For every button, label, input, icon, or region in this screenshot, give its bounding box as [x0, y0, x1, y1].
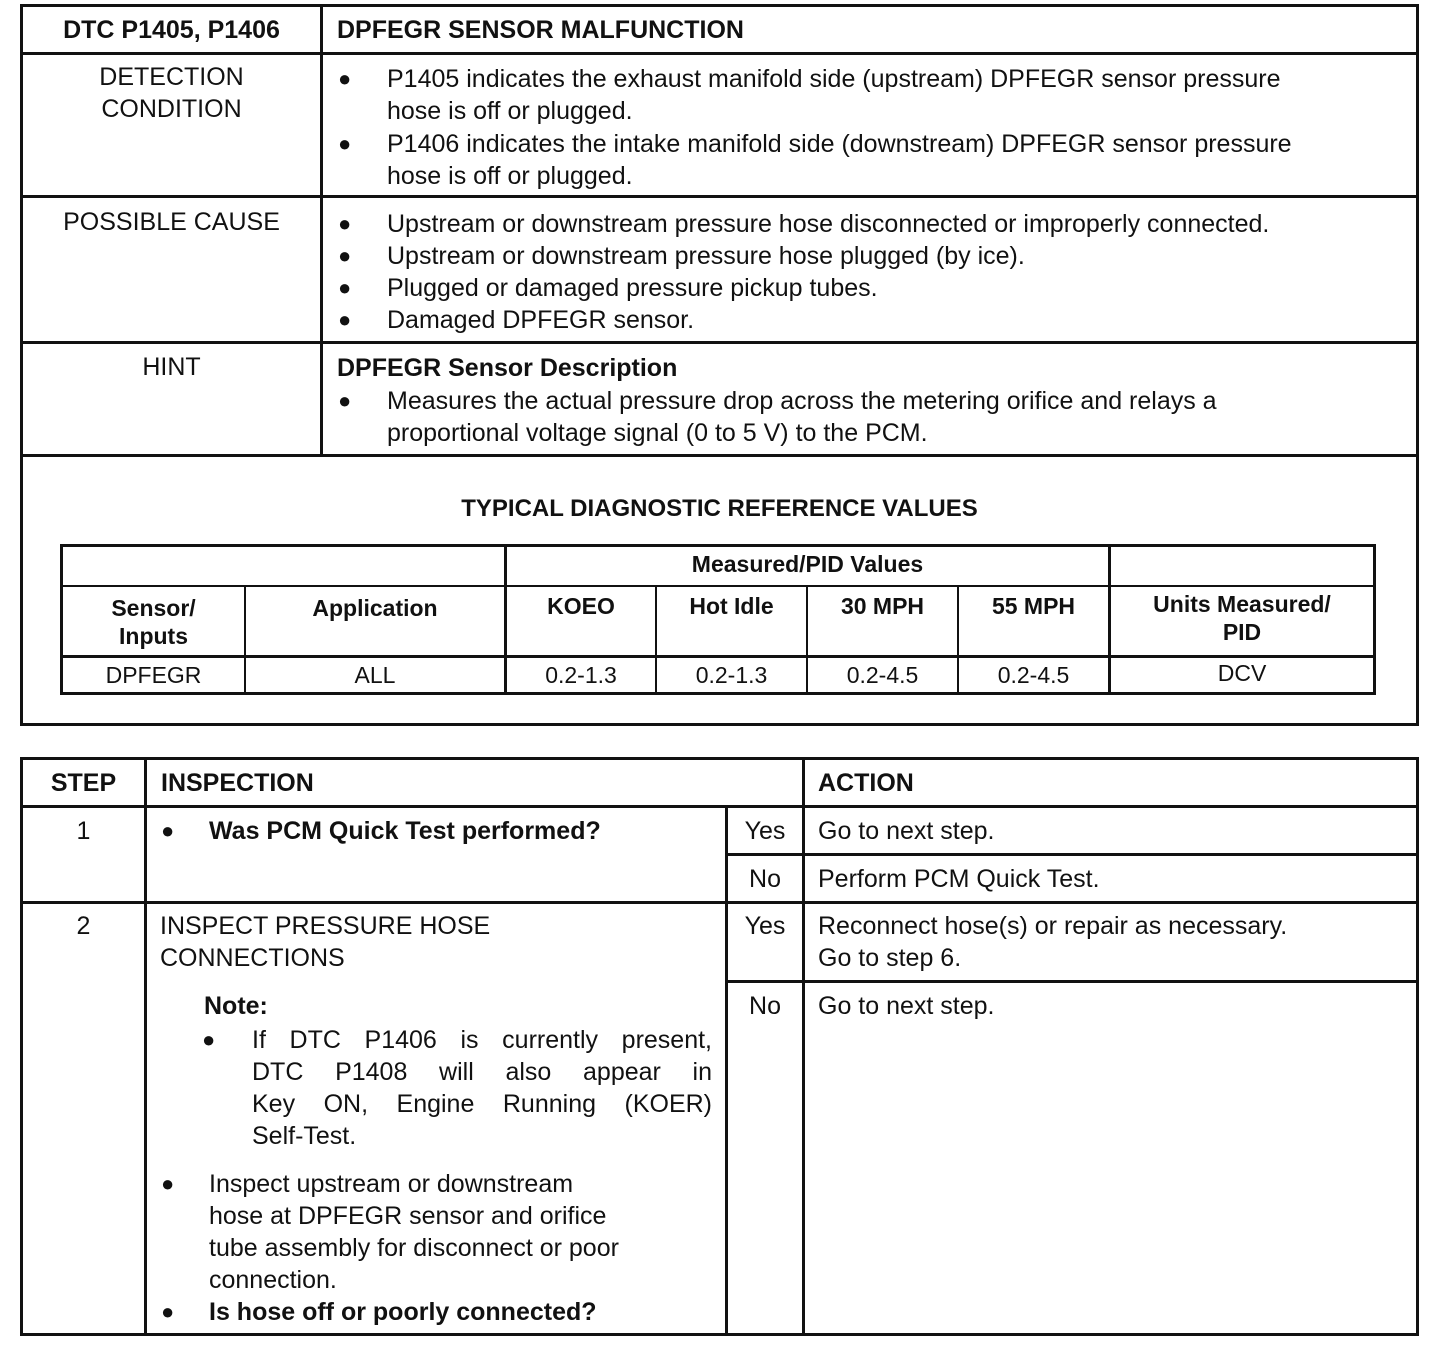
bullet-icon: ●	[338, 211, 352, 236]
step1-yes-action: Go to next step.	[818, 817, 995, 845]
col-sensor-inputs: Sensor/ Inputs	[111, 595, 196, 649]
col-30-mph: 30 MPH	[840, 593, 925, 619]
cause-bullet: Plugged or damaged pressure pickup tubes.	[387, 274, 878, 302]
step2-yes-action: Reconnect hose(s) or repair as necessary. Go to step 6.	[818, 912, 1288, 972]
cell-koeo: 0.2-1.3	[545, 662, 617, 688]
hint-bullet: Measures the actual pressure drop across the metering orifice and relays a proportional voltage signal (0 to 5 V) to the PCM.	[387, 387, 1217, 447]
cell-30-mph: 0.2-4.5	[846, 662, 919, 688]
step2-note-text: If DTC P1406 is currently present, DTC P1408 will also appear in Key ON, Engine Running (KOER) Self-Test.	[252, 1026, 712, 1150]
bullet-icon: ●	[161, 1171, 175, 1196]
malfunction-title: DPFEGR SENSOR MALFUNCTION	[337, 16, 744, 44]
step-number: 2	[76, 912, 91, 940]
step1-question: Was PCM Quick Test performed?	[209, 817, 601, 845]
step2-question: Is hose off or poorly connected?	[209, 1298, 597, 1326]
step2-yes: Yes	[744, 912, 786, 940]
cell-units: DCV	[1217, 660, 1267, 686]
dtc-code-header: DTC P1405, P1406	[63, 16, 280, 44]
bullet-icon: ●	[338, 307, 352, 332]
detection-bullet: P1405 indicates the exhaust manifold side (upstream) DPFEGR sensor pressure hose is off or plugged.	[387, 65, 1281, 125]
bullet-icon: ●	[338, 66, 352, 91]
col-step: STEP	[50, 769, 117, 797]
col-inspection: INSPECTION	[161, 769, 314, 797]
bullet-icon: ●	[338, 388, 352, 413]
step1-no: No	[749, 865, 781, 893]
hint-title: DPFEGR Sensor Description	[337, 354, 678, 382]
cause-bullet: Upstream or downstream pressure hose plugged (by ice).	[387, 242, 1025, 270]
bullet-icon: ●	[161, 1299, 175, 1324]
step2-no: No	[749, 992, 781, 1020]
detection-bullet: P1406 indicates the intake manifold side (downstream) DPFEGR sensor pressure hose is off or plugged.	[387, 130, 1292, 190]
cell-hot-idle: 0.2-1.3	[695, 662, 768, 688]
possible-cause-label: POSSIBLE CAUSE	[63, 208, 280, 236]
cause-bullet: Damaged DPFEGR sensor.	[387, 306, 695, 334]
cell-application: ALL	[354, 662, 396, 688]
step1-no-action: Perform PCM Quick Test.	[818, 865, 1100, 893]
col-hot-idle: Hot Idle	[689, 593, 774, 619]
step2-title: INSPECT PRESSURE HOSE CONNECTIONS	[160, 912, 491, 972]
cause-bullet: Upstream or downstream pressure hose disconnected or improperly connected.	[387, 210, 1270, 238]
col-koeo: KOEO	[547, 593, 615, 619]
step2-note-label: Note:	[204, 992, 268, 1020]
bullet-icon: ●	[338, 243, 352, 268]
detection-condition-label: DETECTION CONDITION	[99, 63, 244, 123]
bullet-icon: ●	[338, 275, 352, 300]
cell-55-mph: 0.2-4.5	[997, 662, 1070, 688]
cell-sensor: DPFEGR	[105, 662, 202, 688]
step2-no-action: Go to next step.	[818, 992, 995, 1020]
col-action: ACTION	[818, 769, 914, 797]
reference-values-title: TYPICAL DIAGNOSTIC REFERENCE VALUES	[461, 495, 978, 522]
step1-yes: Yes	[744, 817, 786, 845]
step2-inspect-text: Inspect upstream or downstream hose at DPFEGR sensor and orifice tube assembly for disconnect or poor connection.	[209, 1170, 619, 1294]
col-55-mph: 55 MPH	[991, 593, 1076, 619]
step-number: 1	[76, 817, 91, 845]
bullet-icon: ●	[338, 131, 352, 156]
hint-label: HINT	[142, 353, 201, 381]
col-units-measured: Units Measured/ PID	[1153, 591, 1331, 645]
bullet-icon: ●	[161, 818, 175, 843]
measured-pid-header: Measured/PID Values	[691, 551, 924, 577]
bullet-icon: ●	[202, 1027, 216, 1052]
col-application: Application	[312, 595, 438, 621]
